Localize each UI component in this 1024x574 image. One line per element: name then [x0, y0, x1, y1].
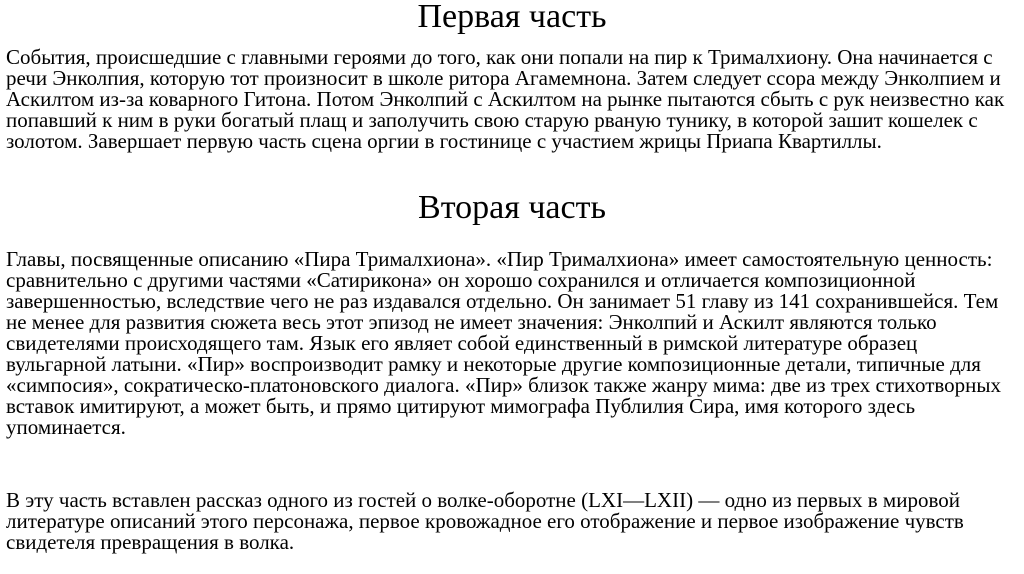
part-one-heading: Первая часть [417, 0, 607, 35]
part-two-paragraph: Главы, посвященные описанию «Пира Трималхиона». «Пир Трималхиона» имеет самостоятельную ценность: сравнительно с другими частями «Сатирикона» он хорошо сохранился и отличается композиционной завершенностью, вследствие чего не раз издавался отдельно. Он занимает 51 главу из 141 сохранившейся. Тем не менее для развития сюжета весь этот эпизод не имеет значения: Энколпий и Аскилт являются только свидетелями происходящего там. Язык его являет собой единственный в римской литературе образец вульгарной латыни. «Пир» воспроизводит рамку и некоторые другие композиционные детали, типичные для «симпосия», сократическо-платоновского диалога. «Пир» близок также жанру мима: две из трех стихотворных вставок имитируют, а может быть, и прямо цитируют мимографа Публилия Сира, имя которого здесь упоминается. [6, 247, 1002, 439]
part-one-paragraph: События, происшедшие с главными героями до того, как они попали на пир к Трималхиону. Она начинается с речи Энколпия, которую тот произносит в школе ритора Агамемнона. Затем следует ссора между Энколпием и Аскилтом из-за коварного Гитона. Потом Энколпий с Аскилтом на рынке пытаются сбыть с рук неизвестно как попавший к ним в руки богатый плащ и заполучить свою старую рваную тунику, в которой зашит кошелек с золотом. Завершает первую часть сцена оргии в гостинице с участием жрицы Приапа Квартиллы. [6, 45, 1005, 153]
part-two-heading: Вторая часть [418, 189, 606, 226]
part-two-werewolf-paragraph: В эту часть вставлен рассказ одного из гостей о волке-оборотне (LXI—LXII) — одно из первых в мировой литературе описаний этого персонажа, первое кровожадное его отображение и первое изображение чувств свидетеля превращения в волка. [6, 488, 964, 554]
